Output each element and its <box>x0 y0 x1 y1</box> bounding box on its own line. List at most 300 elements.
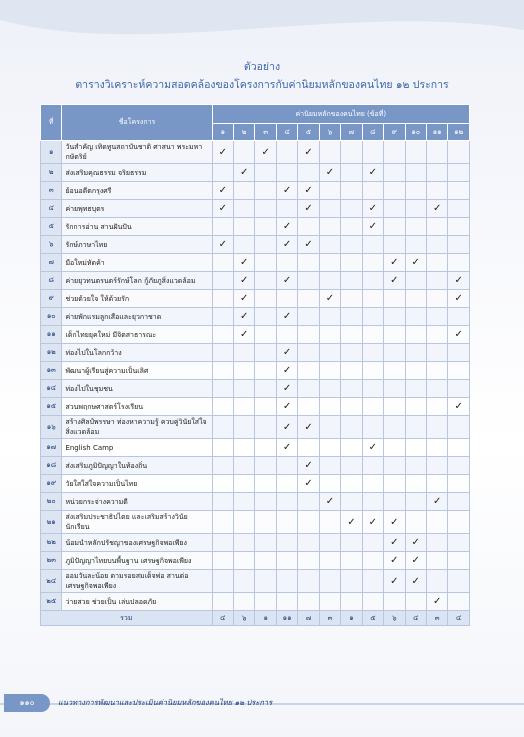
header-no: ที่ <box>41 105 62 141</box>
value-cell <box>384 141 405 164</box>
value-cell <box>234 200 255 218</box>
total-value: ๓ <box>426 611 447 626</box>
value-cell <box>426 593 447 611</box>
value-cell <box>319 570 340 593</box>
value-cell <box>212 552 233 570</box>
value-cell <box>212 439 233 457</box>
check-icon: ✓ <box>218 203 227 214</box>
value-cell <box>212 141 233 164</box>
value-cell <box>405 218 426 236</box>
value-cell <box>405 457 426 475</box>
project-name: ส่งเสริมคุณธรรม จริยธรรม <box>62 164 212 182</box>
table-row <box>41 439 470 457</box>
check-icon: ✓ <box>304 478 313 489</box>
value-cell <box>341 272 362 290</box>
project-name: รักษ์ภาษาไทย <box>62 236 212 254</box>
row-number: ๒๐ <box>41 493 62 511</box>
table-row <box>41 552 470 570</box>
total-value: ๔ <box>448 611 470 626</box>
value-cell <box>405 493 426 511</box>
check-icon: ✓ <box>325 496 335 507</box>
value-cell <box>384 439 405 457</box>
value-cell <box>234 457 255 475</box>
value-cell <box>212 398 233 416</box>
table-row <box>41 164 470 182</box>
value-cell <box>212 493 233 511</box>
value-cell <box>448 141 470 164</box>
header-value-col: ๑๐ <box>405 124 426 141</box>
value-cell <box>405 236 426 254</box>
page-subtitle: ตารางวิเคราะห์ความสอดคล้องของโครงการกับค่านิยมหลักของคนไทย ๑๒ ประการ <box>75 79 449 91</box>
header-value-col: ๗ <box>341 124 362 141</box>
check-icon: ✓ <box>432 596 442 607</box>
check-icon: ✓ <box>282 185 292 196</box>
table-row <box>41 182 470 200</box>
value-cell <box>362 182 383 200</box>
total-value: ๑ <box>255 611 276 626</box>
value-cell <box>426 439 447 457</box>
value-cell <box>319 552 340 570</box>
header-value-col: ๔ <box>276 124 297 141</box>
total-value: ๕ <box>362 611 383 626</box>
value-cell <box>212 236 233 254</box>
value-cell <box>384 362 405 380</box>
value-cell <box>384 552 405 570</box>
project-name: ออมวันละน้อย ตามรอยสมเด็จพ่อ สานต่อเศรษฐกิจพอเพียง <box>62 570 212 593</box>
value-cell <box>276 534 297 552</box>
value-cell <box>298 272 319 290</box>
check-icon: ✓ <box>454 275 463 286</box>
value-cell <box>426 416 447 439</box>
value-cell <box>405 570 426 593</box>
value-cell <box>362 511 383 534</box>
value-cell <box>362 416 383 439</box>
row-number: ๔ <box>41 200 62 218</box>
total-value: ๔ <box>212 611 233 626</box>
value-cell <box>234 254 255 272</box>
value-cell <box>362 380 383 398</box>
value-cell <box>405 552 426 570</box>
value-cell <box>276 218 297 236</box>
value-cell <box>212 290 233 308</box>
total-value: ๖ <box>234 611 255 626</box>
value-cell <box>298 200 319 218</box>
value-cell <box>448 475 470 493</box>
value-cell <box>319 326 340 344</box>
check-icon: ✓ <box>390 257 399 268</box>
value-cell <box>319 493 340 511</box>
value-cell <box>362 141 383 164</box>
value-cell <box>384 236 405 254</box>
value-cell <box>276 164 297 182</box>
value-cell <box>448 416 470 439</box>
value-cell <box>362 254 383 272</box>
value-cell <box>255 272 276 290</box>
check-icon: ✓ <box>282 421 292 433</box>
value-cell <box>448 344 470 362</box>
value-cell <box>341 200 362 218</box>
header-value-col: ๖ <box>319 124 340 141</box>
value-cell <box>362 344 383 362</box>
value-cell <box>319 308 340 326</box>
value-cell <box>448 182 470 200</box>
project-name: วันสำคัญ เทิดทูนสถาบันชาติ ศาสนา พระมหากษัตริย์ <box>62 141 212 164</box>
value-cell <box>384 218 405 236</box>
value-cell <box>405 380 426 398</box>
value-cell <box>405 200 426 218</box>
value-cell <box>384 457 405 475</box>
value-cell <box>276 593 297 611</box>
check-icon: ✓ <box>411 537 420 548</box>
value-cell <box>255 218 276 236</box>
value-cell <box>234 534 255 552</box>
table-row <box>41 457 470 475</box>
project-name: ภูมิปัญญาไทยบนพื้นฐาน เศรษฐกิจพอเพียง <box>62 552 212 570</box>
row-number: ๒ <box>41 164 62 182</box>
value-cell <box>298 308 319 326</box>
value-cell <box>448 218 470 236</box>
value-cell <box>384 511 405 534</box>
value-cell <box>319 398 340 416</box>
value-cell <box>341 344 362 362</box>
value-cell <box>362 200 383 218</box>
check-icon: ✓ <box>411 555 420 566</box>
value-cell <box>405 511 426 534</box>
value-cell <box>448 164 470 182</box>
value-cell <box>362 362 383 380</box>
header-value-col: ๘ <box>362 124 383 141</box>
project-name: English Camp <box>62 439 212 457</box>
value-cell <box>319 236 340 254</box>
value-cell <box>426 254 447 272</box>
check-icon: ✓ <box>282 383 292 394</box>
header-value-col: ๙ <box>384 124 405 141</box>
value-cell <box>362 218 383 236</box>
value-cell <box>255 593 276 611</box>
table-row <box>41 272 470 290</box>
check-icon: ✓ <box>304 203 313 214</box>
value-cell <box>276 439 297 457</box>
total-value: ๓ <box>319 611 340 626</box>
value-cell <box>276 457 297 475</box>
value-cell <box>255 182 276 200</box>
value-cell <box>341 236 362 254</box>
table-row <box>41 493 470 511</box>
check-icon: ✓ <box>432 203 442 214</box>
value-cell <box>212 254 233 272</box>
value-cell <box>384 534 405 552</box>
value-cell <box>276 272 297 290</box>
row-number: ๑๐ <box>41 308 62 326</box>
value-cell <box>276 362 297 380</box>
row-number: ๒๑ <box>41 511 62 534</box>
value-cell <box>234 416 255 439</box>
value-cell <box>212 475 233 493</box>
header-wave-decoration <box>0 0 524 60</box>
value-cell <box>234 164 255 182</box>
project-name: พัฒนาผู้เรียนสู่ความเป็นเลิศ <box>62 362 212 380</box>
value-cell <box>255 254 276 272</box>
check-icon: ✓ <box>390 537 399 548</box>
value-cell <box>276 290 297 308</box>
row-number: ๕ <box>41 218 62 236</box>
value-cell <box>426 534 447 552</box>
row-number: ๑ <box>41 141 62 164</box>
row-number: ๑๖ <box>41 416 62 439</box>
check-icon: ✓ <box>390 575 399 587</box>
table-row <box>41 141 470 164</box>
header-values-group: ค่านิยมหลักของคนไทย (ข้อที่) <box>212 105 469 124</box>
value-cell <box>298 593 319 611</box>
row-number: ๓ <box>41 182 62 200</box>
project-name: สวนพฤกษศาสตร์โรงเรียน <box>62 398 212 416</box>
value-cell <box>341 254 362 272</box>
value-cell <box>212 272 233 290</box>
value-cell <box>212 362 233 380</box>
project-name: ค่ายพุทธบุตร <box>62 200 212 218</box>
value-cell <box>405 141 426 164</box>
value-cell <box>298 457 319 475</box>
analysis-table <box>40 104 470 626</box>
value-cell <box>319 254 340 272</box>
check-icon: ✓ <box>390 516 399 528</box>
header-value-col: ๕ <box>298 124 319 141</box>
check-icon: ✓ <box>282 221 292 232</box>
table-row <box>41 326 470 344</box>
value-cell <box>448 272 470 290</box>
footer-text: แนวทางการพัฒนาและประเมินค่านิยมหลักของคนไทย ๑๒ ประการ <box>58 698 273 707</box>
check-icon: ✓ <box>411 257 420 268</box>
value-cell <box>276 326 297 344</box>
value-cell <box>255 416 276 439</box>
value-cell <box>362 398 383 416</box>
project-name: ส่งเสริมประชาธิปไตย และเสริมสร้างวินัยนักเรียน <box>62 511 212 534</box>
table-row <box>41 218 470 236</box>
value-cell <box>362 308 383 326</box>
value-cell <box>319 439 340 457</box>
value-cell <box>384 398 405 416</box>
value-cell <box>234 398 255 416</box>
row-number: ๑๒ <box>41 344 62 362</box>
value-cell <box>426 344 447 362</box>
table-row <box>41 534 470 552</box>
project-name: มือใหม่หัดค้า <box>62 254 212 272</box>
check-icon: ✓ <box>282 347 292 358</box>
value-cell <box>319 380 340 398</box>
value-cell <box>384 570 405 593</box>
value-cell <box>426 182 447 200</box>
value-cell <box>298 141 319 164</box>
value-cell <box>234 182 255 200</box>
value-cell <box>448 308 470 326</box>
row-number: ๑๕ <box>41 398 62 416</box>
project-name: เด็กไทยยุคใหม่ มีจิตสาธารณะ <box>62 326 212 344</box>
value-cell <box>384 254 405 272</box>
value-cell <box>255 236 276 254</box>
value-cell <box>448 593 470 611</box>
value-cell <box>362 493 383 511</box>
value-cell <box>234 236 255 254</box>
value-cell <box>448 457 470 475</box>
value-cell <box>298 570 319 593</box>
value-cell <box>212 534 233 552</box>
check-icon: ✓ <box>282 442 292 453</box>
value-cell <box>234 493 255 511</box>
row-number: ๑๑ <box>41 326 62 344</box>
value-cell <box>426 475 447 493</box>
value-cell <box>212 182 233 200</box>
value-cell <box>384 326 405 344</box>
value-cell <box>341 493 362 511</box>
table-row <box>41 290 470 308</box>
value-cell <box>276 398 297 416</box>
value-cell <box>405 290 426 308</box>
value-cell <box>405 164 426 182</box>
check-icon: ✓ <box>282 365 292 376</box>
check-icon: ✓ <box>282 275 292 286</box>
check-icon: ✓ <box>454 293 463 304</box>
check-icon: ✓ <box>368 167 378 178</box>
value-cell <box>255 326 276 344</box>
value-cell <box>255 534 276 552</box>
value-cell <box>341 326 362 344</box>
total-value: ๑ <box>341 611 362 626</box>
total-row <box>41 611 470 626</box>
table-row <box>41 416 470 439</box>
value-cell <box>384 380 405 398</box>
value-cell <box>212 326 233 344</box>
value-cell <box>276 493 297 511</box>
project-name: น้อมนำหลักปรัชญาของเศรษฐกิจพอเพียง <box>62 534 212 552</box>
value-cell <box>298 439 319 457</box>
value-cell <box>319 272 340 290</box>
value-cell <box>426 362 447 380</box>
value-cell <box>448 511 470 534</box>
value-cell <box>234 362 255 380</box>
value-cell <box>234 593 255 611</box>
value-cell <box>298 236 319 254</box>
value-cell <box>319 362 340 380</box>
value-cell <box>255 380 276 398</box>
value-cell <box>255 344 276 362</box>
check-icon: ✓ <box>261 146 270 158</box>
table-row <box>41 254 470 272</box>
value-cell <box>341 290 362 308</box>
check-icon: ✓ <box>454 401 463 412</box>
value-cell <box>341 308 362 326</box>
header-value-col: ๑ <box>212 124 233 141</box>
table-row <box>41 570 470 593</box>
value-cell <box>255 552 276 570</box>
value-cell <box>319 182 340 200</box>
value-cell <box>212 164 233 182</box>
value-cell <box>426 141 447 164</box>
value-cell <box>234 272 255 290</box>
value-cell <box>448 290 470 308</box>
table-row <box>41 398 470 416</box>
table-row <box>41 380 470 398</box>
value-cell <box>212 416 233 439</box>
value-cell <box>319 534 340 552</box>
value-cell <box>384 200 405 218</box>
value-cell <box>298 398 319 416</box>
value-cell <box>255 511 276 534</box>
value-cell <box>426 236 447 254</box>
value-cell <box>255 475 276 493</box>
value-cell <box>276 182 297 200</box>
value-cell <box>362 272 383 290</box>
value-cell <box>448 534 470 552</box>
value-cell <box>276 570 297 593</box>
value-cell <box>255 457 276 475</box>
value-cell <box>298 290 319 308</box>
check-icon: ✓ <box>240 167 249 178</box>
value-cell <box>276 511 297 534</box>
check-icon: ✓ <box>432 496 442 507</box>
check-icon: ✓ <box>304 460 313 471</box>
value-cell <box>405 475 426 493</box>
project-name: ส่งเสริมภูมิปัญญาในท้องถิ่น <box>62 457 212 475</box>
check-icon: ✓ <box>368 442 378 453</box>
value-cell <box>341 475 362 493</box>
value-cell <box>448 493 470 511</box>
total-value: ๗ <box>298 611 319 626</box>
value-cell <box>319 344 340 362</box>
value-cell <box>276 308 297 326</box>
value-cell <box>448 326 470 344</box>
value-cell <box>405 534 426 552</box>
row-number: ๒๔ <box>41 570 62 593</box>
table-row <box>41 308 470 326</box>
value-cell <box>426 272 447 290</box>
header-project: ชื่อโครงการ <box>62 105 212 141</box>
value-cell <box>276 254 297 272</box>
value-cell <box>426 308 447 326</box>
table-row <box>41 593 470 611</box>
value-cell <box>234 290 255 308</box>
header-value-col: ๒ <box>234 124 255 141</box>
value-cell <box>384 475 405 493</box>
header-value-col: ๑๑ <box>426 124 447 141</box>
value-cell <box>234 308 255 326</box>
value-cell <box>341 218 362 236</box>
value-cell <box>426 570 447 593</box>
value-cell <box>255 290 276 308</box>
value-cell <box>276 475 297 493</box>
value-cell <box>341 398 362 416</box>
value-cell <box>234 475 255 493</box>
value-cell <box>426 380 447 398</box>
check-icon: ✓ <box>325 293 335 304</box>
check-icon: ✓ <box>240 329 249 340</box>
value-cell <box>319 593 340 611</box>
value-cell <box>405 439 426 457</box>
value-cell <box>212 344 233 362</box>
value-cell <box>276 380 297 398</box>
check-icon: ✓ <box>411 575 420 587</box>
value-cell <box>405 398 426 416</box>
value-cell <box>341 164 362 182</box>
value-cell <box>212 308 233 326</box>
row-number: ๑๘ <box>41 457 62 475</box>
value-cell <box>255 200 276 218</box>
value-cell <box>298 164 319 182</box>
value-cell <box>448 439 470 457</box>
project-name: วัยใสใส่ใจความเป็นไทย <box>62 475 212 493</box>
row-number: ๑๗ <box>41 439 62 457</box>
table-row <box>41 362 470 380</box>
value-cell <box>384 290 405 308</box>
